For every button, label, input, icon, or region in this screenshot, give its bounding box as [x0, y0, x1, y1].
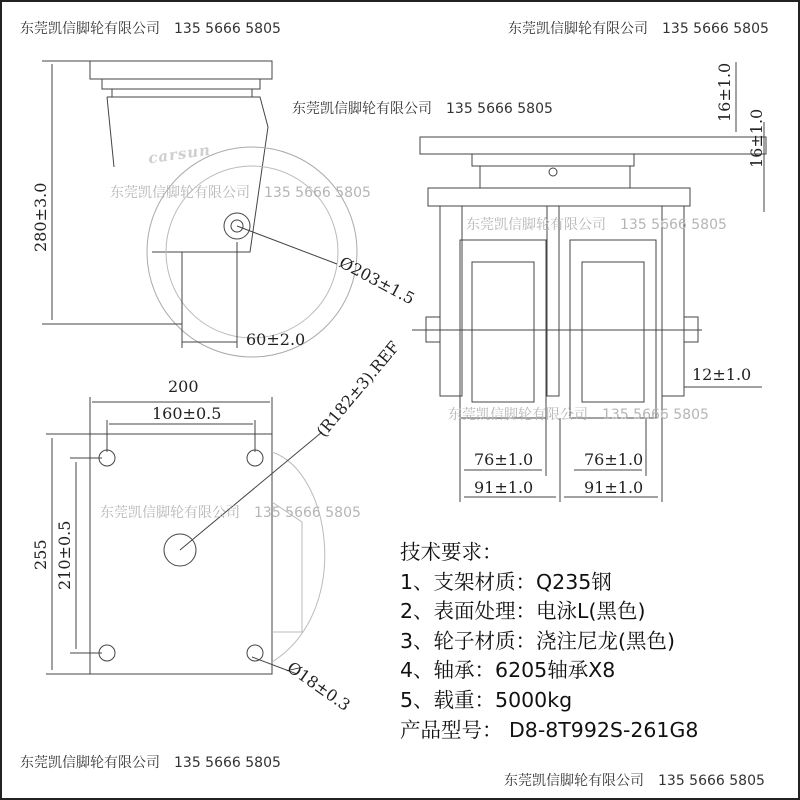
front-view [412, 62, 766, 502]
watermark-company: 东莞凯信脚轮有限公司 [466, 217, 606, 233]
dim-plate-width: 200 [168, 377, 199, 396]
watermark-top-view [100, 502, 361, 522]
watermark-phone: 135 5666 5805 [254, 505, 361, 521]
watermark-phone: 135 5666 5805 [602, 407, 709, 423]
watermark-front-lower [448, 404, 709, 424]
dim-wheel-diameter: Ø203±1.5 [336, 252, 418, 309]
watermark-phone: 135 5666 5805 [658, 773, 765, 789]
requirements-heading: 技术要求： [400, 540, 503, 564]
watermark-company: 东莞凯信脚轮有限公司 [448, 407, 588, 423]
technical-requirements [400, 538, 698, 745]
dim-plate-bottom-thickness: 16±1.0 [747, 108, 766, 168]
product-model: 产品型号： D8-8T992S-261G8 [400, 717, 699, 742]
dim-swivel-radius: (R182±3).REF [312, 337, 404, 441]
top-view [46, 397, 325, 674]
dim-wheel-width-2: 76±1.0 [584, 450, 644, 469]
requirement-frame-material: 1、支架材质：Q235钢 [400, 569, 612, 594]
dim-bolt-spacing-x: 160±0.5 [152, 404, 222, 423]
watermark-company: 东莞凯信脚轮有限公司 [110, 185, 250, 201]
watermark-company: 东莞凯信脚轮有限公司 [504, 773, 644, 789]
watermark-side-view [110, 182, 371, 202]
watermark-bottom-left [20, 752, 281, 772]
watermark-company: 东莞凯信脚轮有限公司 [20, 21, 160, 37]
dim-leg-width-2: 91±1.0 [584, 478, 644, 497]
dim-wheel-width-1: 76±1.0 [474, 450, 534, 469]
dim-side-gap: 12±1.0 [692, 365, 752, 384]
watermark-company: 东莞凯信脚轮有限公司 [100, 505, 240, 521]
watermark-company: 东莞凯信脚轮有限公司 [20, 755, 160, 771]
dim-leg-width-1: 91±1.0 [474, 478, 534, 497]
requirement-load-capacity: 5、载重：5000kg [400, 687, 573, 712]
watermark-phone: 135 5666 5805 [174, 21, 281, 37]
watermark-bottom-right [504, 770, 765, 790]
brand-logo: carsun [147, 140, 212, 168]
dim-bolt-hole: Ø18±0.3 [283, 657, 354, 715]
watermark-top-right [508, 18, 769, 38]
dim-bolt-spacing-y: 210±0.5 [55, 520, 74, 590]
watermark-phone: 135 5666 5805 [620, 217, 727, 233]
dim-height: 280±3.0 [31, 182, 50, 252]
watermark-company: 东莞凯信脚轮有限公司 [292, 101, 432, 117]
watermark-phone: 135 5666 5805 [174, 755, 281, 771]
dim-offset: 60±2.0 [246, 330, 306, 349]
requirement-bearing: 4、轴承：6205轴承X8 [400, 658, 616, 683]
requirement-surface-treatment: 2、表面处理：电泳L(黑色) [400, 599, 646, 624]
requirement-wheel-material: 3、轮子材质：浇注尼龙(黑色) [400, 628, 676, 653]
watermark-front-view [466, 214, 727, 234]
watermark-phone: 135 5666 5805 [446, 101, 553, 117]
watermark-company: 东莞凯信脚轮有限公司 [508, 21, 648, 37]
watermark-top-left [20, 18, 281, 38]
watermark-phone: 135 5666 5805 [264, 185, 371, 201]
watermark-center-top [292, 98, 553, 118]
dim-plate-top-thickness: 16±1.0 [715, 62, 734, 122]
dim-plate-length: 255 [31, 539, 50, 570]
watermark-phone: 135 5666 5805 [662, 21, 769, 37]
